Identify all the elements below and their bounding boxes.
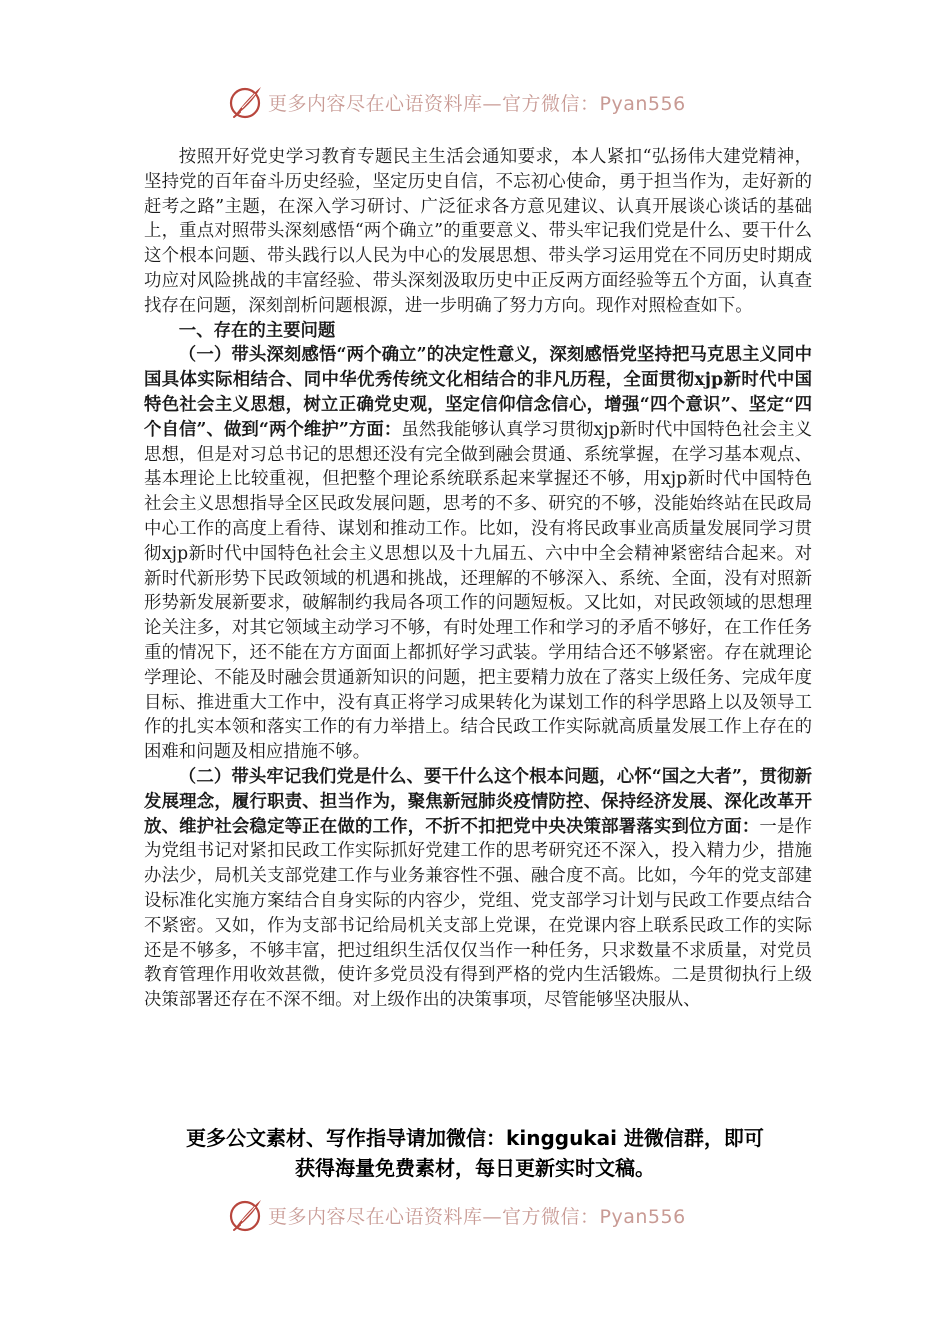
promo-line-1: 更多公文素材、写作指导请加微信：kinggukai 进微信群，即可 [186, 1126, 764, 1150]
item-1-title: （一）带头深刻感悟“两个确立”的决定性意义，深刻感悟党坚持把马克思主义同中国具体实际相结合、同中华优秀传统文化相结合的非凡历程，全面贯彻xjp新时代中国特色社会主义思想，树立正确党史观，坚定信仰信念信心，增强“四个意识”、坚定“四个自信”、做到“两个维护”方面： [144, 345, 812, 440]
quill-pen-logo-icon [228, 84, 264, 120]
footer-banner-text [268, 1202, 686, 1229]
header-banner-slogan: 更多内容尽在心语资料库—官方微信： [268, 92, 600, 115]
intro-paragraph: 按照开好党史学习教育专题民主生活会通知要求，本人紧扣“弘扬伟大建党精神，坚持党的百年奋斗历史经验，坚定历史自信，不忘初心使命，勇于担当作为，走好新的赶考之路”主题，在深入学习研讨、广泛征求各方意见建议、认真开展谈心谈话的基础上，重点对照带头深刻感悟“两个确立”的重要意义、带头牢记我们党是什么、要干什么这个根本问题、带头践行以人民为中心的发展思想、带头学习运用党在不同历史时期成功应对风险挑战的丰富经验、带头深刻汲取历史中正反两方面经验等五个方面，认真查找存在问题，深刻剖析问题根源，进一步明确了努力方向。现作对照检查如下。 [144, 147, 812, 316]
promo-notice [130, 1123, 820, 1183]
footer-banner-slogan: 更多内容尽在心语资料库—官方微信： [268, 1205, 600, 1228]
header-banner-text [268, 89, 686, 116]
item-2-paragraph [144, 765, 812, 1013]
header-banner-wechat: Pyan556 [599, 92, 686, 115]
item-1-text: 虽然我能够认真学习贯彻xjp新时代中国特色社会主义思想，但是对习总书记的思想还没有完全做到融会贯通、系统掌握，在学习基本观点、基本理论上比较重视，但把整个理论系统联系起来掌握还不够，用xjp新时代中国特色社会主义思想指导全区民政发展问题，思考的不多、研究的不够，没能始终站在民政局中心工作的高度上看待、谋划和推动工作。比如，没有将民政事业高质量发展同学习贯彻xjp新时代中国特色社会主义思想以及十九届五、六中中全会精神紧密结合起来。对新时代新形势下民政领域的机遇和挑战，还理解的不够深入、系统、全面，没有对照新形势新发展新要求，破解制约我局各项工作的问题短板。又比如，对民政领域的思想理论关注多，对其它领域主动学习不够，有时处理工作和学习的矛盾不够好，在工作任务重的情况下，还不能在方方面面上都抓好学习武装。学用结合还不够紧密。存在就理论学理论、不能及时融会贯通新知识的问题，把主要精力放在了落实上级任务、完成年度目标、推进重大工作中，没有真正将学习成果转化为谋划工作的科学思路上以及领导工作的扎实本领和落实工作的有力举措上。结合民政工作实际就高质量发展工作上存在的困难和问题及相应措施不够。 [144, 419, 812, 763]
quill-pen-logo-icon [228, 1197, 264, 1233]
header-banner [228, 82, 728, 122]
footer-banner-wechat: Pyan556 [599, 1205, 686, 1228]
document-body [144, 145, 812, 1013]
item-2-text: 一是作为党组书记对紧扣民政工作实际抓好党建工作的思考研究还不深入，投入精力少，措施办法少，局机关支部党建工作与业务兼容性不强、融合度不高。比如，今年的党支部建设标准化实施方案结合自身实际的内容少，党组、党支部学习计划与民政工作要点结合不紧密。又如，作为支部书记给局机关支部上党课，在党课内容上联系民政工作的实际还是不够多，不够丰富，把过组织生活仅仅当作一种任务，只求数量不求质量，对党员教育管理作用收效甚微，使许多党员没有得到严格的党内生活锻炼。二是贯彻执行上级决策部署还存在不深不细。对上级作出的决策事项，尽管能够坚决服从、 [144, 816, 812, 1011]
item-2-title: （二）带头牢记我们党是什么、要干什么这个根本问题，心怀“国之大者”，贯彻新发展理念，履行职责、担当作为，聚焦新冠肺炎疫情防控、保持经济发展、深化改革开放、维护社会稳定等正在做的工作，不折不扣把党中央决策部署落实到位方面： [144, 766, 812, 837]
item-1-paragraph [144, 343, 812, 765]
footer-banner [228, 1195, 728, 1235]
section-heading: 一、存在的主要问题 [178, 320, 336, 341]
promo-line-2: 获得海量免费素材，每日更新实时文稿。 [295, 1156, 655, 1180]
